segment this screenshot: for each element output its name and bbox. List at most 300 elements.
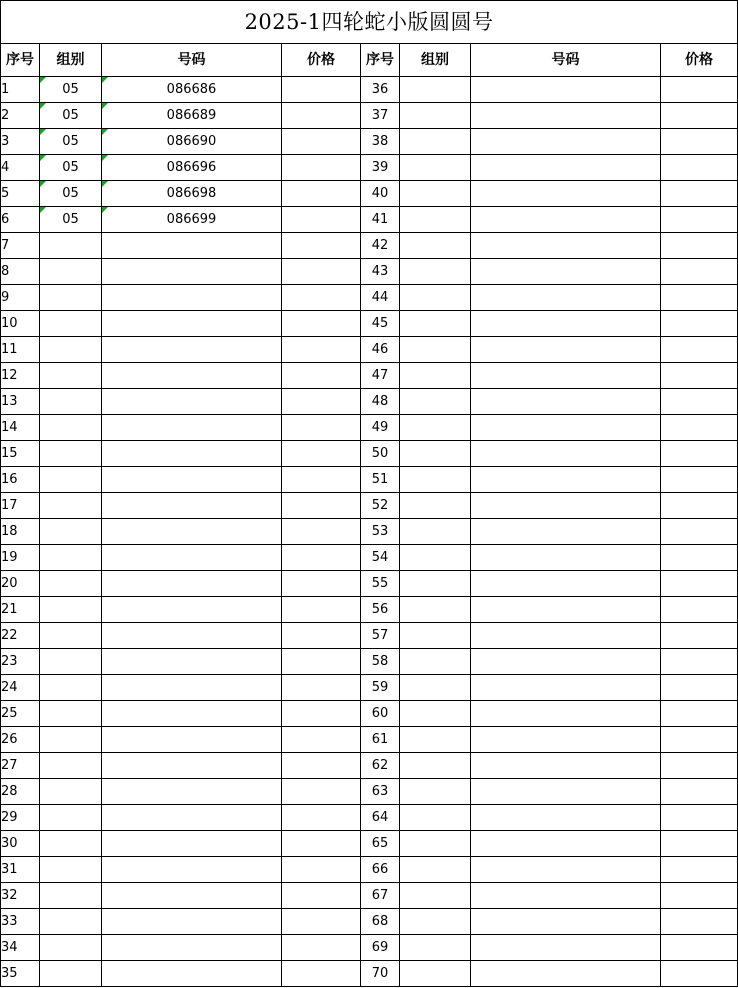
price-cell-left[interactable] — [282, 129, 361, 155]
group-cell-left[interactable] — [40, 623, 102, 649]
number-cell-right[interactable] — [471, 155, 661, 181]
group-cell-right[interactable] — [400, 857, 471, 883]
seq-cell-left[interactable]: 1 — [1, 77, 40, 103]
number-cell-left[interactable]: 086699 — [102, 207, 282, 233]
seq-cell-left[interactable]: 26 — [1, 727, 40, 753]
number-cell-left[interactable] — [102, 259, 282, 285]
group-cell-left[interactable] — [40, 883, 102, 909]
group-cell-right[interactable] — [400, 207, 471, 233]
seq-cell-left[interactable]: 34 — [1, 935, 40, 961]
price-cell-left[interactable] — [282, 467, 361, 493]
group-cell-left[interactable] — [40, 311, 102, 337]
price-cell-left[interactable] — [282, 909, 361, 935]
number-cell-right[interactable] — [471, 415, 661, 441]
seq-cell-right[interactable]: 52 — [361, 493, 400, 519]
group-cell-left[interactable] — [40, 831, 102, 857]
number-cell-left[interactable] — [102, 519, 282, 545]
seq-cell-right[interactable]: 48 — [361, 389, 400, 415]
group-cell-right[interactable] — [400, 129, 471, 155]
price-cell-right[interactable] — [661, 883, 738, 909]
table-row — [1, 311, 738, 337]
seq-cell-left[interactable]: 29 — [1, 805, 40, 831]
seq-cell-left[interactable]: 31 — [1, 857, 40, 883]
group-cell-right[interactable] — [400, 831, 471, 857]
price-cell-left[interactable] — [282, 753, 361, 779]
number-cell-right[interactable] — [471, 883, 661, 909]
group-cell-left[interactable] — [40, 467, 102, 493]
number-cell-right[interactable] — [471, 181, 661, 207]
group-cell-right[interactable] — [400, 623, 471, 649]
group-cell-left[interactable]: 05 — [40, 181, 102, 207]
price-cell-right[interactable] — [661, 961, 738, 987]
number-cell-right[interactable] — [471, 259, 661, 285]
price-cell-right[interactable] — [661, 467, 738, 493]
price-cell-left[interactable] — [282, 415, 361, 441]
group-cell-right[interactable] — [400, 883, 471, 909]
group-cell-right[interactable] — [400, 675, 471, 701]
seq-cell-right[interactable]: 70 — [361, 961, 400, 987]
group-cell-left[interactable] — [40, 337, 102, 363]
price-cell-right[interactable] — [661, 623, 738, 649]
number-cell-left[interactable] — [102, 337, 282, 363]
seq-cell-right[interactable]: 60 — [361, 701, 400, 727]
price-cell-left[interactable] — [282, 883, 361, 909]
group-cell-right[interactable] — [400, 467, 471, 493]
group-cell-left[interactable] — [40, 415, 102, 441]
seq-cell-left[interactable]: 25 — [1, 701, 40, 727]
number-cell-left[interactable] — [102, 363, 282, 389]
number-cell-left[interactable] — [102, 415, 282, 441]
seq-cell-right[interactable]: 53 — [361, 519, 400, 545]
seq-cell-right[interactable]: 62 — [361, 753, 400, 779]
group-cell-right[interactable] — [400, 805, 471, 831]
price-cell-left[interactable] — [282, 337, 361, 363]
table-row — [1, 259, 738, 285]
seq-cell-right[interactable]: 65 — [361, 831, 400, 857]
group-cell-left[interactable] — [40, 935, 102, 961]
header-cell-group-right[interactable]: 组别 — [400, 44, 471, 77]
number-cell-left[interactable] — [102, 311, 282, 337]
price-cell-left[interactable] — [282, 207, 361, 233]
number-cell-right[interactable] — [471, 545, 661, 571]
number-cell-right[interactable] — [471, 597, 661, 623]
price-cell-left[interactable] — [282, 519, 361, 545]
seq-cell-right[interactable]: 37 — [361, 103, 400, 129]
table-row — [1, 727, 738, 753]
seq-cell-left[interactable]: 4 — [1, 155, 40, 181]
group-cell-left[interactable] — [40, 961, 102, 987]
number-cell-left[interactable]: 086696 — [102, 155, 282, 181]
price-cell-left[interactable] — [282, 233, 361, 259]
price-cell-right[interactable] — [661, 675, 738, 701]
number-cell-left[interactable] — [102, 961, 282, 987]
group-cell-right[interactable] — [400, 493, 471, 519]
price-cell-left[interactable] — [282, 961, 361, 987]
price-cell-right[interactable] — [661, 831, 738, 857]
table-row — [1, 649, 738, 675]
number-cell-right[interactable] — [471, 935, 661, 961]
price-cell-right[interactable] — [661, 753, 738, 779]
price-cell-right[interactable] — [661, 571, 738, 597]
seq-cell-left[interactable]: 20 — [1, 571, 40, 597]
seq-cell-right[interactable]: 38 — [361, 129, 400, 155]
seq-cell-left[interactable]: 15 — [1, 441, 40, 467]
price-cell-left[interactable] — [282, 441, 361, 467]
seq-cell-left[interactable]: 11 — [1, 337, 40, 363]
table-row — [1, 389, 738, 415]
group-cell-left[interactable] — [40, 909, 102, 935]
price-cell-right[interactable] — [661, 597, 738, 623]
group-cell-left[interactable] — [40, 545, 102, 571]
price-cell-right[interactable] — [661, 311, 738, 337]
price-cell-right[interactable] — [661, 77, 738, 103]
number-cell-right[interactable] — [471, 493, 661, 519]
number-cell-right[interactable] — [471, 389, 661, 415]
seq-cell-left[interactable]: 28 — [1, 779, 40, 805]
table-row — [1, 883, 738, 909]
price-cell-left[interactable] — [282, 831, 361, 857]
price-cell-left[interactable] — [282, 259, 361, 285]
group-cell-right[interactable] — [400, 961, 471, 987]
number-cell-right[interactable] — [471, 727, 661, 753]
number-cell-right[interactable] — [471, 233, 661, 259]
price-cell-left[interactable] — [282, 597, 361, 623]
price-cell-right[interactable] — [661, 285, 738, 311]
seq-cell-left[interactable]: 17 — [1, 493, 40, 519]
group-cell-right[interactable] — [400, 753, 471, 779]
price-cell-right[interactable] — [661, 519, 738, 545]
number-cell-right[interactable] — [471, 623, 661, 649]
price-cell-right[interactable] — [661, 129, 738, 155]
title-row — [1, 1, 738, 44]
group-cell-right[interactable] — [400, 77, 471, 103]
number-cell-right[interactable] — [471, 753, 661, 779]
seq-cell-right[interactable]: 61 — [361, 727, 400, 753]
number-cell-right[interactable] — [471, 571, 661, 597]
group-cell-left[interactable] — [40, 233, 102, 259]
seq-cell-left[interactable]: 27 — [1, 753, 40, 779]
seq-cell-left[interactable]: 23 — [1, 649, 40, 675]
number-cell-right[interactable] — [471, 129, 661, 155]
seq-cell-right[interactable]: 36 — [361, 77, 400, 103]
seq-cell-right[interactable]: 54 — [361, 545, 400, 571]
header-cell-group-left[interactable]: 组别 — [40, 44, 102, 77]
price-cell-left[interactable] — [282, 545, 361, 571]
number-cell-right[interactable] — [471, 207, 661, 233]
group-cell-right[interactable] — [400, 935, 471, 961]
number-cell-left[interactable] — [102, 545, 282, 571]
number-cell-right[interactable] — [471, 77, 661, 103]
seq-cell-left[interactable]: 2 — [1, 103, 40, 129]
number-cell-left[interactable] — [102, 597, 282, 623]
price-cell-right[interactable] — [661, 701, 738, 727]
number-cell-right[interactable] — [471, 363, 661, 389]
price-cell-right[interactable] — [661, 805, 738, 831]
number-cell-left[interactable] — [102, 467, 282, 493]
number-cell-left[interactable]: 086698 — [102, 181, 282, 207]
number-cell-left[interactable] — [102, 441, 282, 467]
seq-cell-left[interactable]: 35 — [1, 961, 40, 987]
number-cell-right[interactable] — [471, 909, 661, 935]
number-cell-left[interactable] — [102, 285, 282, 311]
price-cell-left[interactable] — [282, 571, 361, 597]
number-cell-left[interactable] — [102, 623, 282, 649]
seq-cell-right[interactable]: 45 — [361, 311, 400, 337]
price-cell-right[interactable] — [661, 363, 738, 389]
seq-cell-left[interactable]: 12 — [1, 363, 40, 389]
price-cell-left[interactable] — [282, 363, 361, 389]
seq-cell-left[interactable]: 33 — [1, 909, 40, 935]
seq-cell-right[interactable]: 59 — [361, 675, 400, 701]
number-cell-left[interactable] — [102, 831, 282, 857]
price-cell-right[interactable] — [661, 935, 738, 961]
seq-cell-left[interactable]: 13 — [1, 389, 40, 415]
group-cell-left[interactable]: 05 — [40, 155, 102, 181]
number-cell-right[interactable] — [471, 675, 661, 701]
seq-cell-right[interactable]: 49 — [361, 415, 400, 441]
price-cell-left[interactable] — [282, 493, 361, 519]
seq-cell-left[interactable]: 22 — [1, 623, 40, 649]
seq-cell-right[interactable]: 40 — [361, 181, 400, 207]
seq-cell-left[interactable]: 3 — [1, 129, 40, 155]
seq-cell-left[interactable]: 16 — [1, 467, 40, 493]
group-cell-right[interactable] — [400, 571, 471, 597]
price-cell-right[interactable] — [661, 233, 738, 259]
group-cell-right[interactable] — [400, 155, 471, 181]
price-cell-right[interactable] — [661, 259, 738, 285]
group-cell-right[interactable] — [400, 389, 471, 415]
price-cell-right[interactable] — [661, 207, 738, 233]
seq-cell-right[interactable]: 66 — [361, 857, 400, 883]
group-cell-left[interactable] — [40, 727, 102, 753]
price-cell-left[interactable] — [282, 857, 361, 883]
number-cell-left[interactable] — [102, 753, 282, 779]
price-cell-left[interactable] — [282, 389, 361, 415]
group-cell-left[interactable]: 05 — [40, 129, 102, 155]
group-cell-left[interactable] — [40, 363, 102, 389]
number-cell-right[interactable] — [471, 311, 661, 337]
group-cell-left[interactable] — [40, 597, 102, 623]
seq-cell-right[interactable]: 58 — [361, 649, 400, 675]
group-cell-left[interactable] — [40, 779, 102, 805]
group-cell-left[interactable] — [40, 649, 102, 675]
group-cell-right[interactable] — [400, 545, 471, 571]
group-cell-left[interactable]: 05 — [40, 103, 102, 129]
number-cell-left[interactable]: 086689 — [102, 103, 282, 129]
number-cell-left[interactable] — [102, 727, 282, 753]
seq-cell-left[interactable]: 19 — [1, 545, 40, 571]
group-cell-left[interactable]: 05 — [40, 207, 102, 233]
number-cell-left[interactable] — [102, 571, 282, 597]
table-row — [1, 675, 738, 701]
number-cell-left[interactable] — [102, 779, 282, 805]
price-cell-left[interactable] — [282, 649, 361, 675]
number-cell-right[interactable] — [471, 441, 661, 467]
price-cell-left[interactable] — [282, 701, 361, 727]
number-cell-right[interactable] — [471, 467, 661, 493]
header-cell-seq-left[interactable]: 序号 — [1, 44, 40, 77]
price-cell-right[interactable] — [661, 389, 738, 415]
seq-cell-left[interactable]: 7 — [1, 233, 40, 259]
number-cell-right[interactable] — [471, 103, 661, 129]
price-cell-right[interactable] — [661, 181, 738, 207]
price-cell-left[interactable] — [282, 779, 361, 805]
group-cell-right[interactable] — [400, 285, 471, 311]
number-cell-left[interactable] — [102, 909, 282, 935]
seq-cell-left[interactable]: 10 — [1, 311, 40, 337]
group-cell-right[interactable] — [400, 779, 471, 805]
number-cell-left[interactable] — [102, 389, 282, 415]
price-cell-left[interactable] — [282, 935, 361, 961]
group-cell-left[interactable] — [40, 857, 102, 883]
seq-cell-left[interactable]: 14 — [1, 415, 40, 441]
price-cell-left[interactable] — [282, 311, 361, 337]
seq-cell-right[interactable]: 43 — [361, 259, 400, 285]
group-cell-left[interactable] — [40, 389, 102, 415]
price-cell-right[interactable] — [661, 857, 738, 883]
seq-cell-left[interactable]: 24 — [1, 675, 40, 701]
table-row — [1, 701, 738, 727]
price-cell-left[interactable] — [282, 623, 361, 649]
price-cell-right[interactable] — [661, 415, 738, 441]
seq-cell-right[interactable]: 44 — [361, 285, 400, 311]
number-cell-right[interactable] — [471, 519, 661, 545]
seq-cell-right[interactable]: 63 — [361, 779, 400, 805]
sheet-title[interactable]: 2025-1四轮蛇小版圆圆号 — [1, 1, 738, 44]
group-cell-left[interactable] — [40, 285, 102, 311]
price-cell-left[interactable] — [282, 675, 361, 701]
price-cell-left[interactable] — [282, 727, 361, 753]
price-cell-right[interactable] — [661, 337, 738, 363]
price-cell-left[interactable] — [282, 103, 361, 129]
group-cell-left[interactable] — [40, 571, 102, 597]
number-cell-left[interactable] — [102, 857, 282, 883]
number-cell-left[interactable] — [102, 883, 282, 909]
group-cell-right[interactable] — [400, 103, 471, 129]
table-row — [1, 493, 738, 519]
seq-cell-left[interactable]: 30 — [1, 831, 40, 857]
group-cell-left[interactable] — [40, 701, 102, 727]
group-cell-left[interactable] — [40, 441, 102, 467]
group-cell-right[interactable] — [400, 259, 471, 285]
seq-cell-right[interactable]: 47 — [361, 363, 400, 389]
price-cell-right[interactable] — [661, 441, 738, 467]
seq-cell-right[interactable]: 64 — [361, 805, 400, 831]
price-cell-left[interactable] — [282, 285, 361, 311]
header-cell-price-right[interactable]: 价格 — [661, 44, 738, 77]
price-cell-left[interactable] — [282, 77, 361, 103]
price-cell-right[interactable] — [661, 909, 738, 935]
group-cell-left[interactable] — [40, 519, 102, 545]
group-cell-right[interactable] — [400, 311, 471, 337]
group-cell-right[interactable] — [400, 415, 471, 441]
header-cell-seq-right[interactable]: 序号 — [361, 44, 400, 77]
group-cell-left[interactable]: 05 — [40, 77, 102, 103]
seq-cell-left[interactable]: 6 — [1, 207, 40, 233]
number-cell-right[interactable] — [471, 779, 661, 805]
number-cell-right[interactable] — [471, 285, 661, 311]
price-cell-right[interactable] — [661, 727, 738, 753]
price-cell-right[interactable] — [661, 779, 738, 805]
number-cell-right[interactable] — [471, 831, 661, 857]
group-cell-left[interactable] — [40, 675, 102, 701]
number-cell-left[interactable] — [102, 493, 282, 519]
group-cell-right[interactable] — [400, 519, 471, 545]
price-cell-left[interactable] — [282, 181, 361, 207]
header-cell-price-left[interactable]: 价格 — [282, 44, 361, 77]
number-cell-left[interactable] — [102, 233, 282, 259]
group-cell-right[interactable] — [400, 649, 471, 675]
price-cell-left[interactable] — [282, 155, 361, 181]
group-cell-right[interactable] — [400, 701, 471, 727]
seq-cell-left[interactable]: 32 — [1, 883, 40, 909]
header-cell-number-right[interactable]: 号码 — [471, 44, 661, 77]
seq-cell-right[interactable]: 46 — [361, 337, 400, 363]
price-cell-right[interactable] — [661, 493, 738, 519]
number-cell-right[interactable] — [471, 337, 661, 363]
group-cell-right[interactable] — [400, 337, 471, 363]
group-cell-right[interactable] — [400, 727, 471, 753]
group-cell-right[interactable] — [400, 363, 471, 389]
seq-cell-left[interactable]: 18 — [1, 519, 40, 545]
seq-cell-right[interactable]: 55 — [361, 571, 400, 597]
seq-cell-left[interactable]: 21 — [1, 597, 40, 623]
price-cell-left[interactable] — [282, 805, 361, 831]
group-cell-right[interactable] — [400, 233, 471, 259]
seq-cell-left[interactable]: 5 — [1, 181, 40, 207]
group-cell-right[interactable] — [400, 441, 471, 467]
number-cell-left[interactable] — [102, 805, 282, 831]
price-cell-right[interactable] — [661, 155, 738, 181]
group-cell-left[interactable] — [40, 493, 102, 519]
seq-cell-right[interactable]: 50 — [361, 441, 400, 467]
seq-cell-right[interactable]: 56 — [361, 597, 400, 623]
number-cell-right[interactable] — [471, 649, 661, 675]
header-cell-number-left[interactable]: 号码 — [102, 44, 282, 77]
group-cell-left[interactable] — [40, 805, 102, 831]
table-row — [1, 961, 738, 987]
number-cell-left[interactable] — [102, 701, 282, 727]
seq-cell-left[interactable]: 9 — [1, 285, 40, 311]
seq-cell-right[interactable]: 39 — [361, 155, 400, 181]
price-cell-right[interactable] — [661, 545, 738, 571]
number-cell-left[interactable] — [102, 675, 282, 701]
group-cell-right[interactable] — [400, 909, 471, 935]
seq-cell-right[interactable]: 51 — [361, 467, 400, 493]
price-cell-right[interactable] — [661, 649, 738, 675]
group-cell-left[interactable] — [40, 753, 102, 779]
seq-cell-right[interactable]: 69 — [361, 935, 400, 961]
seq-cell-right[interactable]: 68 — [361, 909, 400, 935]
group-cell-left[interactable] — [40, 259, 102, 285]
number-cell-right[interactable] — [471, 805, 661, 831]
number-cell-left[interactable] — [102, 649, 282, 675]
number-cell-left[interactable]: 086686 — [102, 77, 282, 103]
number-cell-left[interactable] — [102, 935, 282, 961]
seq-cell-right[interactable]: 41 — [361, 207, 400, 233]
number-cell-right[interactable] — [471, 961, 661, 987]
seq-cell-right[interactable]: 57 — [361, 623, 400, 649]
seq-cell-right[interactable]: 42 — [361, 233, 400, 259]
group-cell-right[interactable] — [400, 597, 471, 623]
group-cell-right[interactable] — [400, 181, 471, 207]
price-cell-right[interactable] — [661, 103, 738, 129]
number-cell-left[interactable]: 086690 — [102, 129, 282, 155]
seq-cell-right[interactable]: 67 — [361, 883, 400, 909]
number-cell-right[interactable] — [471, 857, 661, 883]
number-cell-right[interactable] — [471, 701, 661, 727]
seq-cell-left[interactable]: 8 — [1, 259, 40, 285]
